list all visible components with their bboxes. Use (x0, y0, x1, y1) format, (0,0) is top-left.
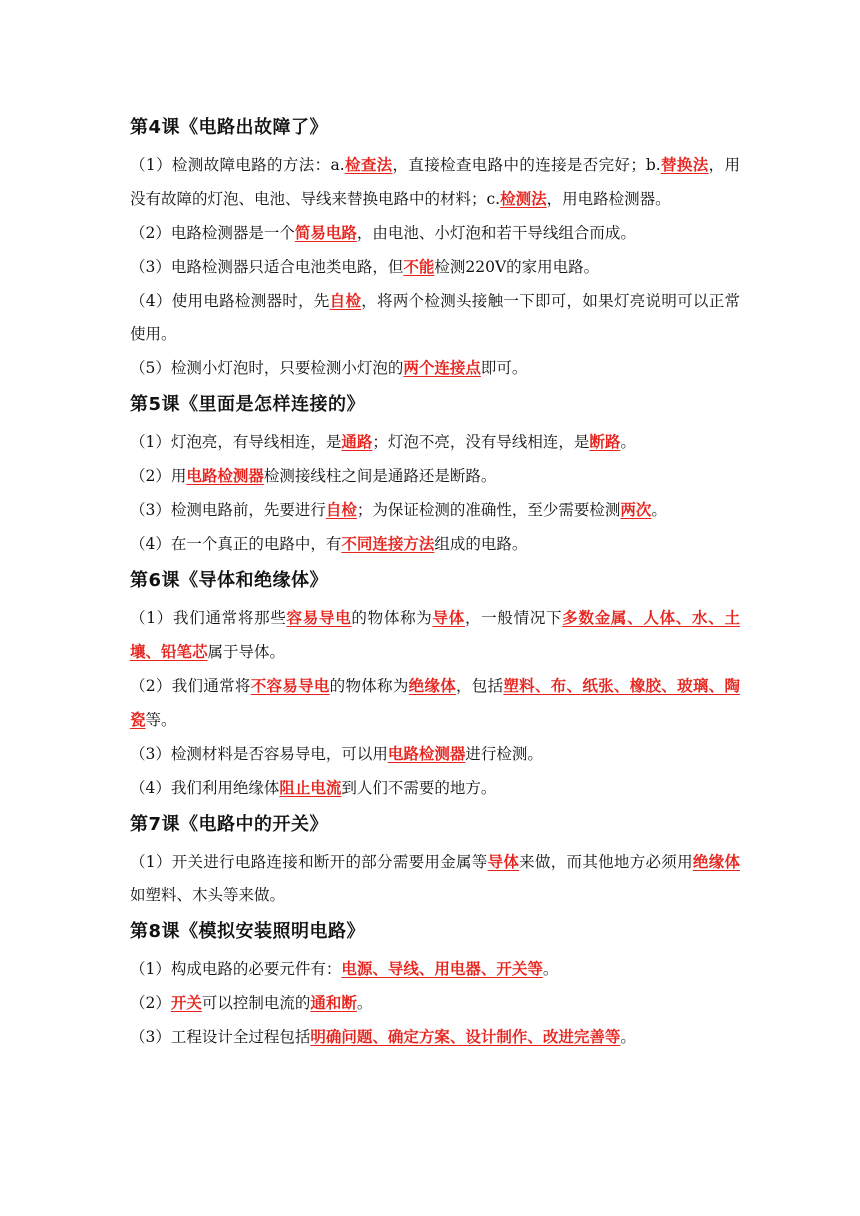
text-segment: 。 (542, 960, 559, 978)
text-segment: （2） (130, 994, 171, 1012)
key-term: 自检 (325, 500, 357, 519)
key-term: 检测法 (500, 189, 547, 208)
text-segment: （3）检测材料是否容易导电，可以用 (130, 745, 388, 763)
key-term: 阻止电流 (279, 778, 342, 797)
key-term: 导体 (432, 608, 465, 627)
lesson-title: 第7课《电路中的开关》 (130, 814, 329, 835)
key-term: 两个连接点 (403, 358, 481, 377)
lesson-point (130, 669, 740, 737)
text-segment: （2）用 (130, 467, 187, 485)
key-term: 不同连接方法 (341, 534, 435, 553)
text-segment: 组成的电路。 (434, 535, 528, 553)
text-segment: 即可。 (480, 359, 528, 377)
key-term: 多数金属、人体、水、土壤、铅笔芯 (130, 608, 740, 661)
lesson-point (130, 986, 740, 1020)
key-term: 电源、导线、用电器、开关等 (341, 959, 543, 978)
text-segment: 。 (356, 994, 373, 1012)
text-segment: （4）使用电路检测器时，先 (130, 292, 330, 310)
text-segment: 检测接线柱之间是通路还是断路。 (263, 467, 497, 485)
text-segment: （5）检测小灯泡时，只要检测小灯泡的 (130, 359, 404, 377)
text-segment: ，直接检查电路中的连接是否完好；b. (392, 156, 661, 174)
lesson-point (130, 527, 740, 561)
text-segment: 。 (620, 433, 636, 451)
key-term: 自检 (329, 291, 362, 310)
text-segment: 检测220V的家用电路。 (434, 258, 600, 276)
text-segment: （3）电路检测器只适合电池类电路，但 (130, 258, 404, 276)
key-term: 通和断 (310, 993, 357, 1012)
key-term: 不能 (403, 257, 435, 276)
text-segment: （1）开关进行电路连接和断开的部分需要用金属等 (130, 853, 488, 871)
text-segment: （2）我们通常将 (130, 677, 251, 695)
text-segment: 可以控制电流的 (201, 994, 311, 1012)
text-segment: ，一般情况下 (464, 609, 563, 627)
text-segment: （1）检测故障电路的方法：a. (130, 156, 345, 174)
lesson-point (130, 845, 740, 912)
text-segment: 如塑料、木头等来做。 (130, 886, 286, 904)
key-term: 容易导电 (286, 608, 352, 627)
lesson-point (130, 771, 740, 805)
text-segment: （1）我们通常将那些 (130, 609, 287, 627)
lesson-title: 第5课《里面是怎样连接的》 (130, 394, 366, 415)
text-segment: ，包括 (456, 677, 504, 695)
text-segment: 的物体称为 (351, 609, 433, 627)
key-term: 简易电路 (294, 223, 357, 242)
text-segment: （4）我们利用绝缘体 (130, 779, 280, 797)
lesson-point (130, 148, 740, 216)
text-segment: （1）灯泡亮，有导线相连，是 (130, 433, 342, 451)
text-segment: （2）电路检测器是一个 (130, 224, 295, 242)
key-term: 明确问题、确定方案、设计制作、改进完善等 (310, 1027, 621, 1046)
text-segment: 进行检测。 (465, 745, 543, 763)
lesson-point (130, 1020, 740, 1054)
lesson-point (130, 493, 740, 527)
text-segment: 等。 (145, 711, 177, 729)
lesson-point (130, 250, 740, 284)
key-term: 两次 (620, 500, 652, 519)
key-term: 检查法 (344, 155, 393, 174)
lesson-point (130, 459, 740, 493)
key-term: 电路检测器 (186, 466, 264, 485)
text-segment: 。 (651, 501, 667, 519)
lesson-title: 第8课《模拟安装照明电路》 (130, 921, 366, 942)
lesson-point (130, 284, 740, 351)
lesson-point (130, 952, 740, 986)
text-segment: 。 (620, 1028, 636, 1046)
key-term: 电路检测器 (387, 744, 466, 763)
key-term: 绝缘体 (408, 676, 457, 695)
key-term: 替换法 (660, 155, 709, 174)
text-segment: ；灯泡不亮，没有导线相连，是 (372, 433, 590, 451)
lesson-point (130, 737, 740, 771)
text-segment: 属于导体。 (207, 643, 286, 661)
document-page (130, 108, 740, 1054)
text-segment: 的物体称为 (329, 677, 409, 695)
lesson-title: 第6课《导体和绝缘体》 (130, 570, 329, 591)
key-term: 导体 (487, 852, 520, 871)
key-term: 开关 (170, 993, 202, 1012)
text-segment: （4）在一个真正的电路中，有 (130, 535, 342, 553)
key-term: 不容易导电 (250, 676, 330, 695)
key-term: 通路 (341, 432, 373, 451)
key-term: 绝缘体 (692, 852, 740, 871)
text-segment: （3）工程设计全过程包括 (130, 1028, 311, 1046)
key-term: 塑料、布、纸张、橡胶、玻璃、陶瓷 (130, 676, 740, 729)
lesson-point (130, 601, 740, 669)
text-segment: ，用电路检测器。 (546, 190, 671, 208)
lesson-title: 第4课《电路出故障了》 (130, 117, 329, 138)
text-segment: 来做，而其他地方必须用 (519, 853, 693, 871)
text-segment: ，由电池、小灯泡和若干导线组合而成。 (356, 224, 636, 242)
lesson-point (130, 425, 740, 459)
lesson-point (130, 351, 740, 385)
text-segment: ，将两个检测头接触一下即可，如果灯亮说明可以正常使用。 (130, 292, 740, 343)
text-segment: ，用没有故障的灯泡、电池、导线来替换电路中的材料；c. (130, 156, 740, 208)
lesson-point (130, 216, 740, 250)
text-segment: ；为保证检测的准确性，至少需要检测 (356, 501, 621, 519)
text-segment: （3）检测电路前，先要进行 (130, 501, 326, 519)
text-segment: 到人们不需要的地方。 (341, 779, 497, 797)
text-segment: （1）构成电路的必要元件有： (130, 960, 342, 978)
key-term: 断路 (589, 432, 621, 451)
